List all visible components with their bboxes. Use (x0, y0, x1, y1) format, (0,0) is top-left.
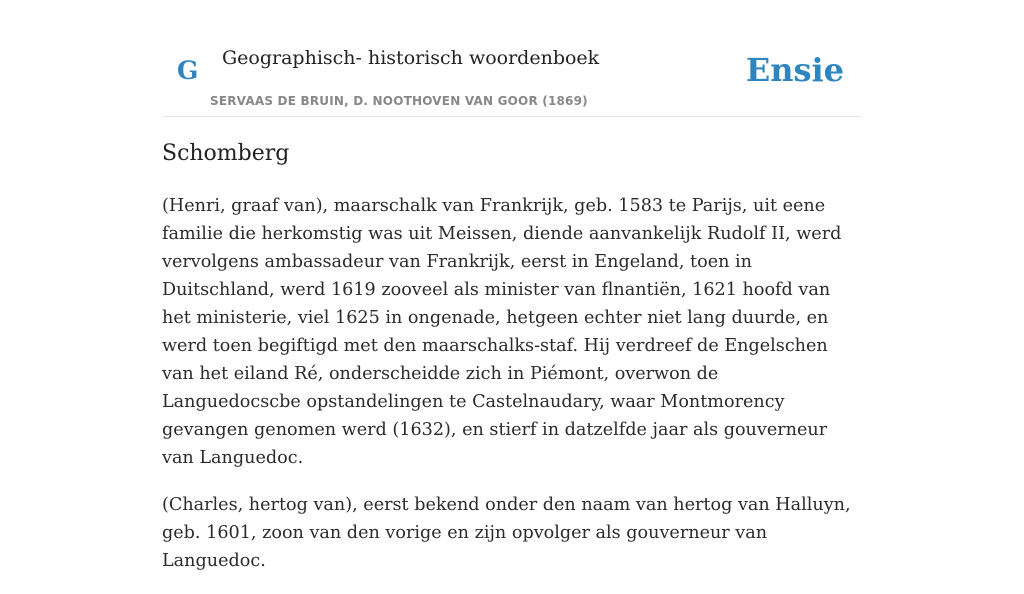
book-authors: SERVAAS DE BRUIN, D. NOOTHOVEN VAN GOOR (1869) (210, 94, 588, 108)
book-letter-icon: G (177, 56, 199, 85)
header (162, 0, 862, 117)
entry-paragraph: (Henri, graaf van), maarschalk van Frankrijk, geb. 1583 te Parijs, uit eene familie die herkomstig was uit Meissen, diende aanvankelijk Rudolf II, werd vervolgens ambassadeur van Frankrijk, eerst in Engeland, toen in Duitschland, werd 1619 zooveel als minister van flnantiën, 1621 hoofd van het ministerie, viel 1625 in ongenade, hetgeen echter niet lang duurde, en werd toen begiftigd met den maarschalks-staf. Hij verdreef de Engelschen van het eiland Ré, onderscheidde zich in Piémont, overwon de Languedocscbe opstandelingen te Castelnaudary, waar Montmorency gevangen genomen werd (1632), en stierf in datzelfde jaar als gouverneur van Languedoc. (162, 196, 842, 468)
entry-title: Schomberg (162, 141, 290, 166)
entry-paragraph: (Charles, hertog van), eerst bekend onder den naam van hertog van Halluyn, geb. 1601, zoon van den vorige en zijn opvolger als gouverneur van Languedoc. (162, 495, 851, 571)
entry-body (162, 192, 862, 594)
ensie-logo-link[interactable]: Ensie (745, 51, 844, 89)
book-title-link[interactable]: Geographisch- historisch woordenboek (222, 47, 600, 69)
